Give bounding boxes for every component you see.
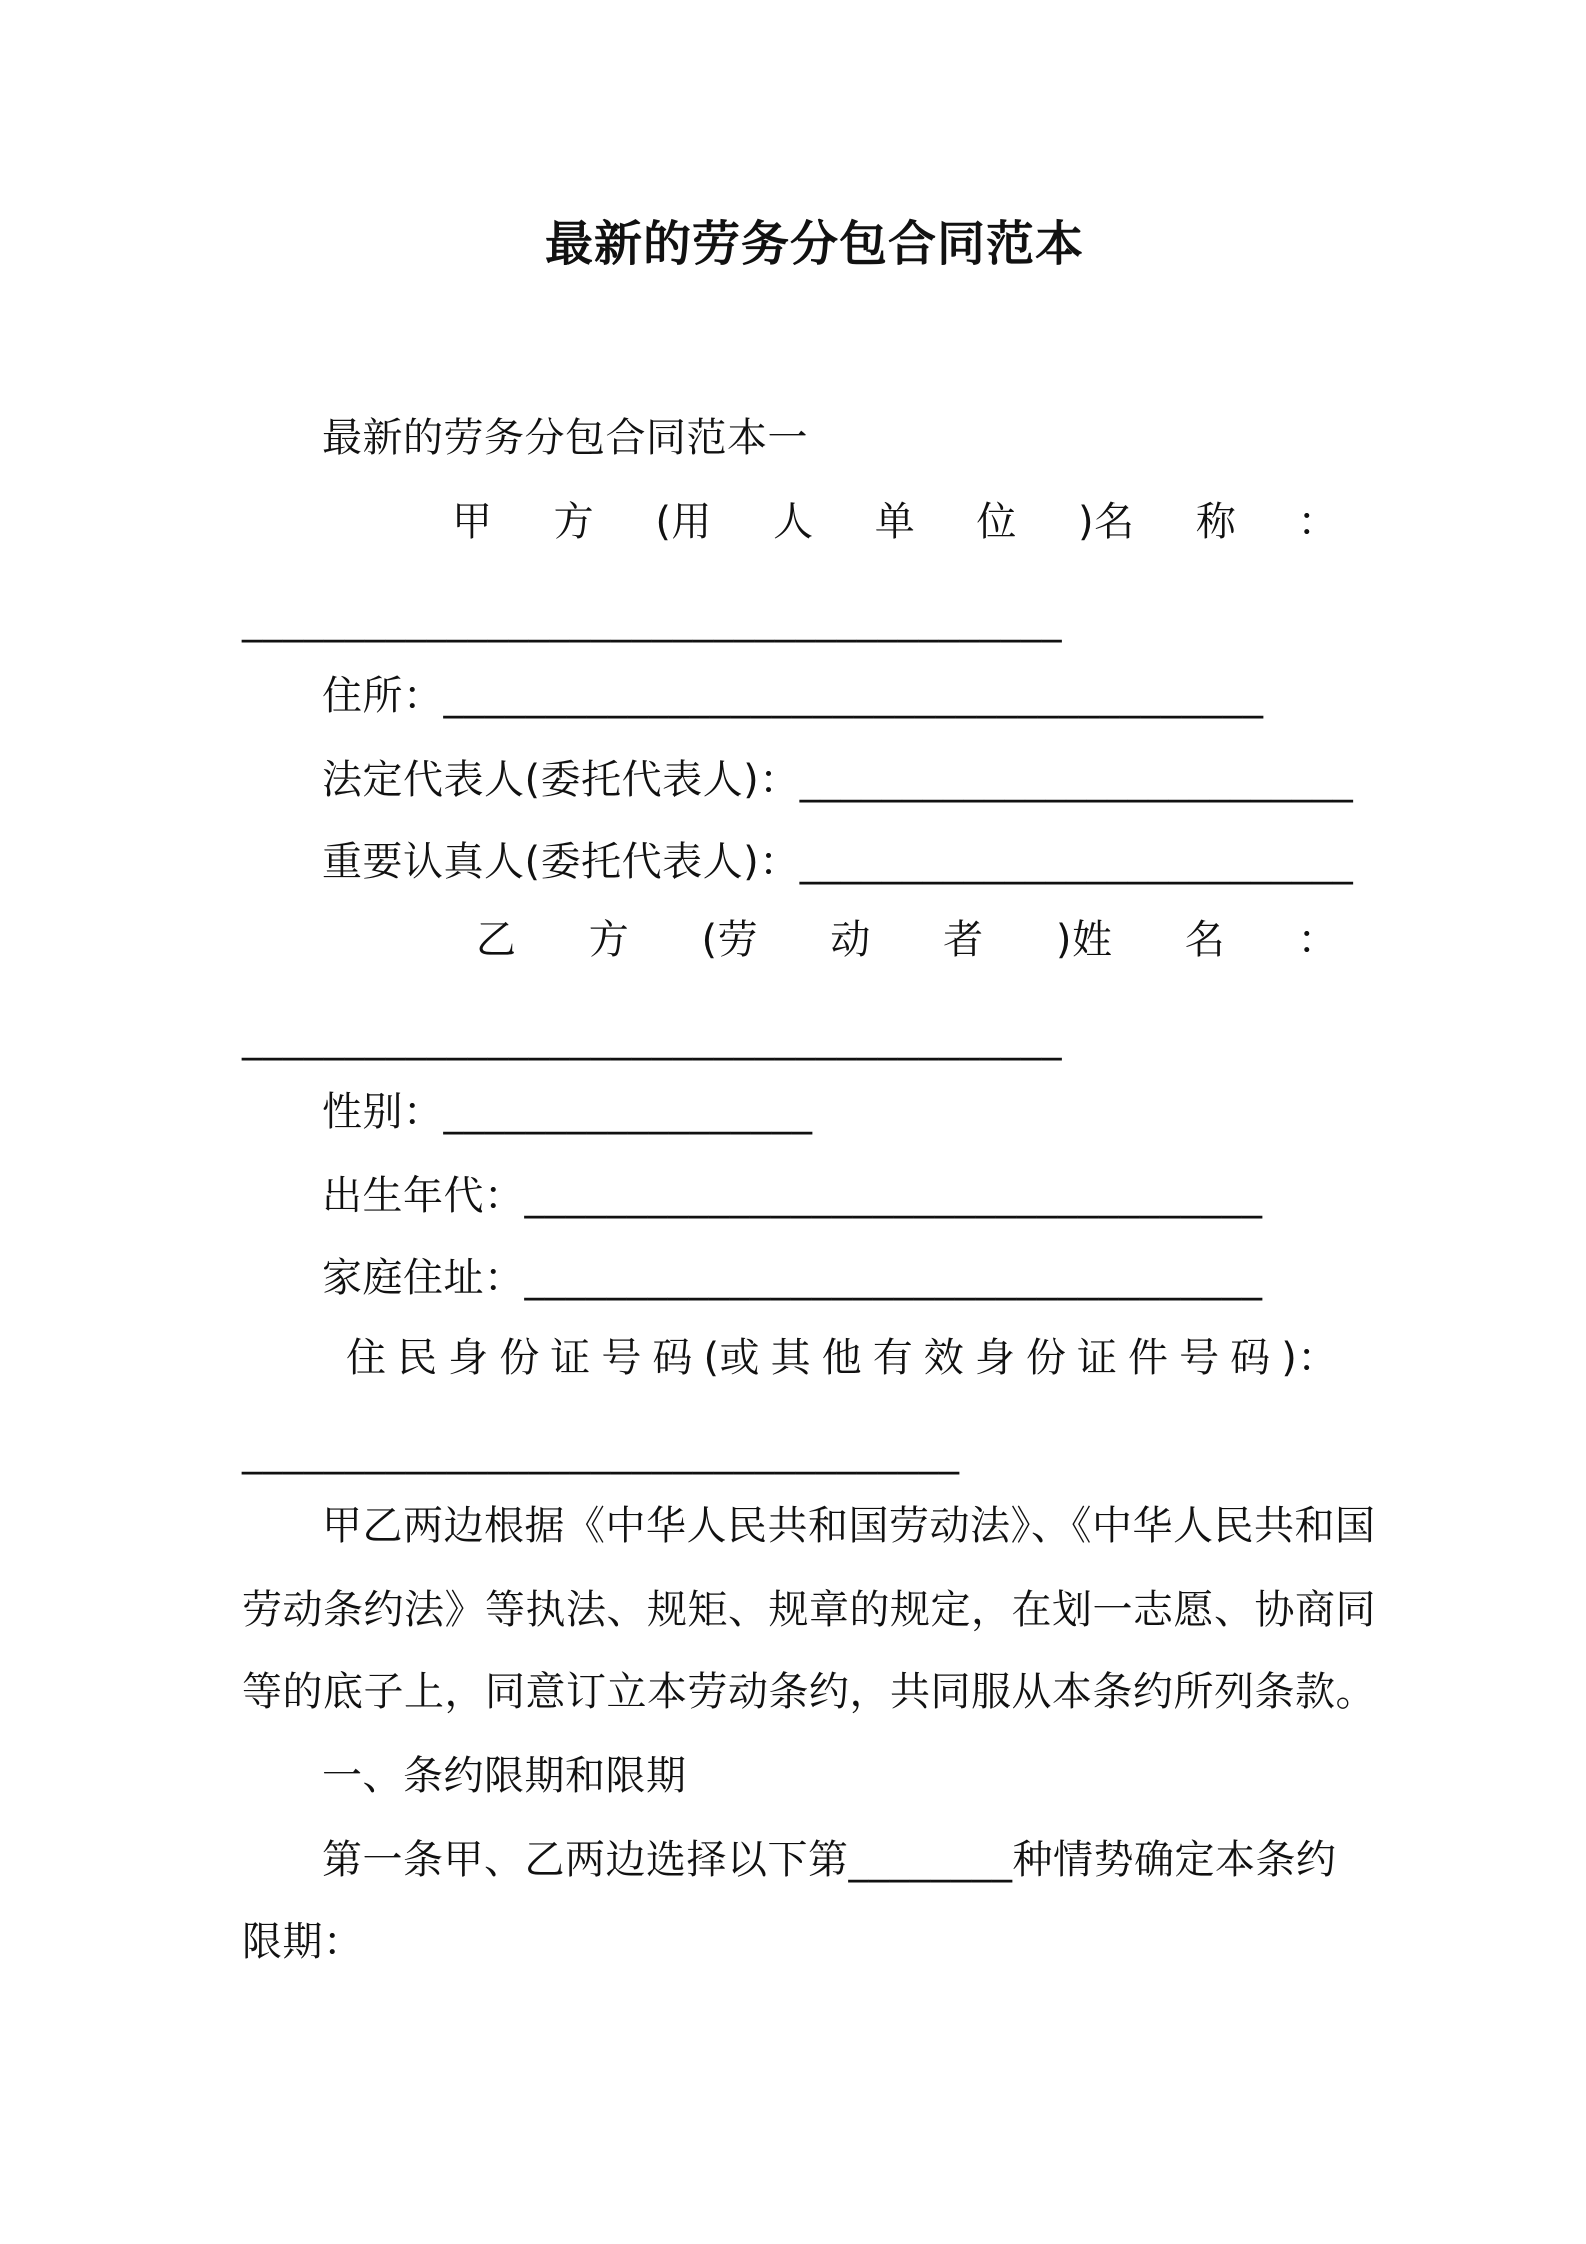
section-heading: 一、条约限期和限期: [322, 1753, 687, 1799]
label-glyph: (或: [703, 1335, 761, 1381]
label-glyph: 者: [943, 917, 984, 963]
label-glyph: 码: [1230, 1335, 1271, 1381]
label-glyph: 份: [1025, 1335, 1067, 1381]
main-responsible-field: 重要认真人(委托代表人)：___________________________: [322, 839, 1354, 885]
label-glyph: )：: [1281, 1335, 1338, 1381]
paragraph-line: 甲乙两边根据《中华人民共和国劳动法》、《中华人民共和国: [322, 1503, 1376, 1549]
paragraph-line: 劳动条约法》等执法、规矩、规章的规定，在划一志愿、协商同: [242, 1587, 1376, 1633]
label-glyph: 位: [976, 499, 1017, 545]
id-number-label: [346, 1334, 1338, 1382]
label-glyph: 份: [499, 1335, 540, 1381]
birth-field: 出生年代：____________________________________: [322, 1173, 1263, 1219]
label-glyph: )姓: [1055, 917, 1113, 963]
label-glyph: ：: [1297, 917, 1338, 963]
home-address-field: 家庭住址：____________________________________: [322, 1255, 1263, 1301]
label-glyph: ：: [1297, 499, 1338, 545]
label-glyph: 甲: [452, 499, 493, 545]
label-glyph: 件: [1128, 1335, 1169, 1381]
label-glyph: 码: [652, 1335, 693, 1381]
contract-subtitle: 最新的劳务分包合同范本一: [322, 415, 808, 461]
label-glyph: 证: [550, 1335, 591, 1381]
clause-line: 限期：: [242, 1919, 364, 1965]
paragraph-line: 等的底子上，同意订立本劳动条约，共同服从本条约所列条款。: [242, 1669, 1376, 1715]
label-glyph: (用: [655, 499, 712, 545]
label-glyph: (劳: [701, 917, 759, 963]
party-b-name-label: [476, 916, 1338, 964]
label-glyph: 证: [1076, 1335, 1118, 1381]
label-glyph: )名: [1078, 499, 1135, 545]
label-glyph: 身: [448, 1335, 489, 1381]
party-a-name-blank: ________________________________________: [242, 597, 1062, 643]
label-glyph: 号: [601, 1335, 642, 1381]
label-glyph: 号: [1179, 1335, 1220, 1381]
document-title: 最新的劳务分包合同范本: [545, 216, 1085, 272]
label-glyph: 单: [874, 499, 916, 545]
gender-field: 性别：__________________: [322, 1089, 813, 1135]
legal-representative-field: 法定代表人(委托代表人)：___________________________: [322, 757, 1354, 803]
label-glyph: 乙: [476, 917, 517, 963]
label-glyph: 其: [770, 1335, 812, 1381]
party-a-name-label: [452, 498, 1338, 546]
label-glyph: 身: [974, 1335, 1016, 1381]
party-b-name-blank: ________________________________________: [242, 1015, 1062, 1061]
label-glyph: 名: [1184, 917, 1226, 963]
label-glyph: 动: [830, 917, 871, 963]
label-glyph: 有: [872, 1335, 914, 1381]
label-glyph: 称: [1195, 499, 1237, 545]
label-glyph: 民: [397, 1335, 438, 1381]
label-glyph: 住: [346, 1335, 387, 1381]
id-number-blank: ___________________________________: [242, 1429, 960, 1475]
label-glyph: 人: [773, 499, 814, 545]
address-field: 住所：________________________________________: [322, 673, 1264, 719]
label-glyph: 他: [821, 1335, 863, 1381]
clause-line: 第一条甲、乙两边选择以下第________种情势确定本条约: [322, 1837, 1337, 1883]
label-glyph: 效: [923, 1335, 965, 1381]
label-glyph: 方: [588, 917, 630, 963]
label-glyph: 方: [553, 499, 595, 545]
